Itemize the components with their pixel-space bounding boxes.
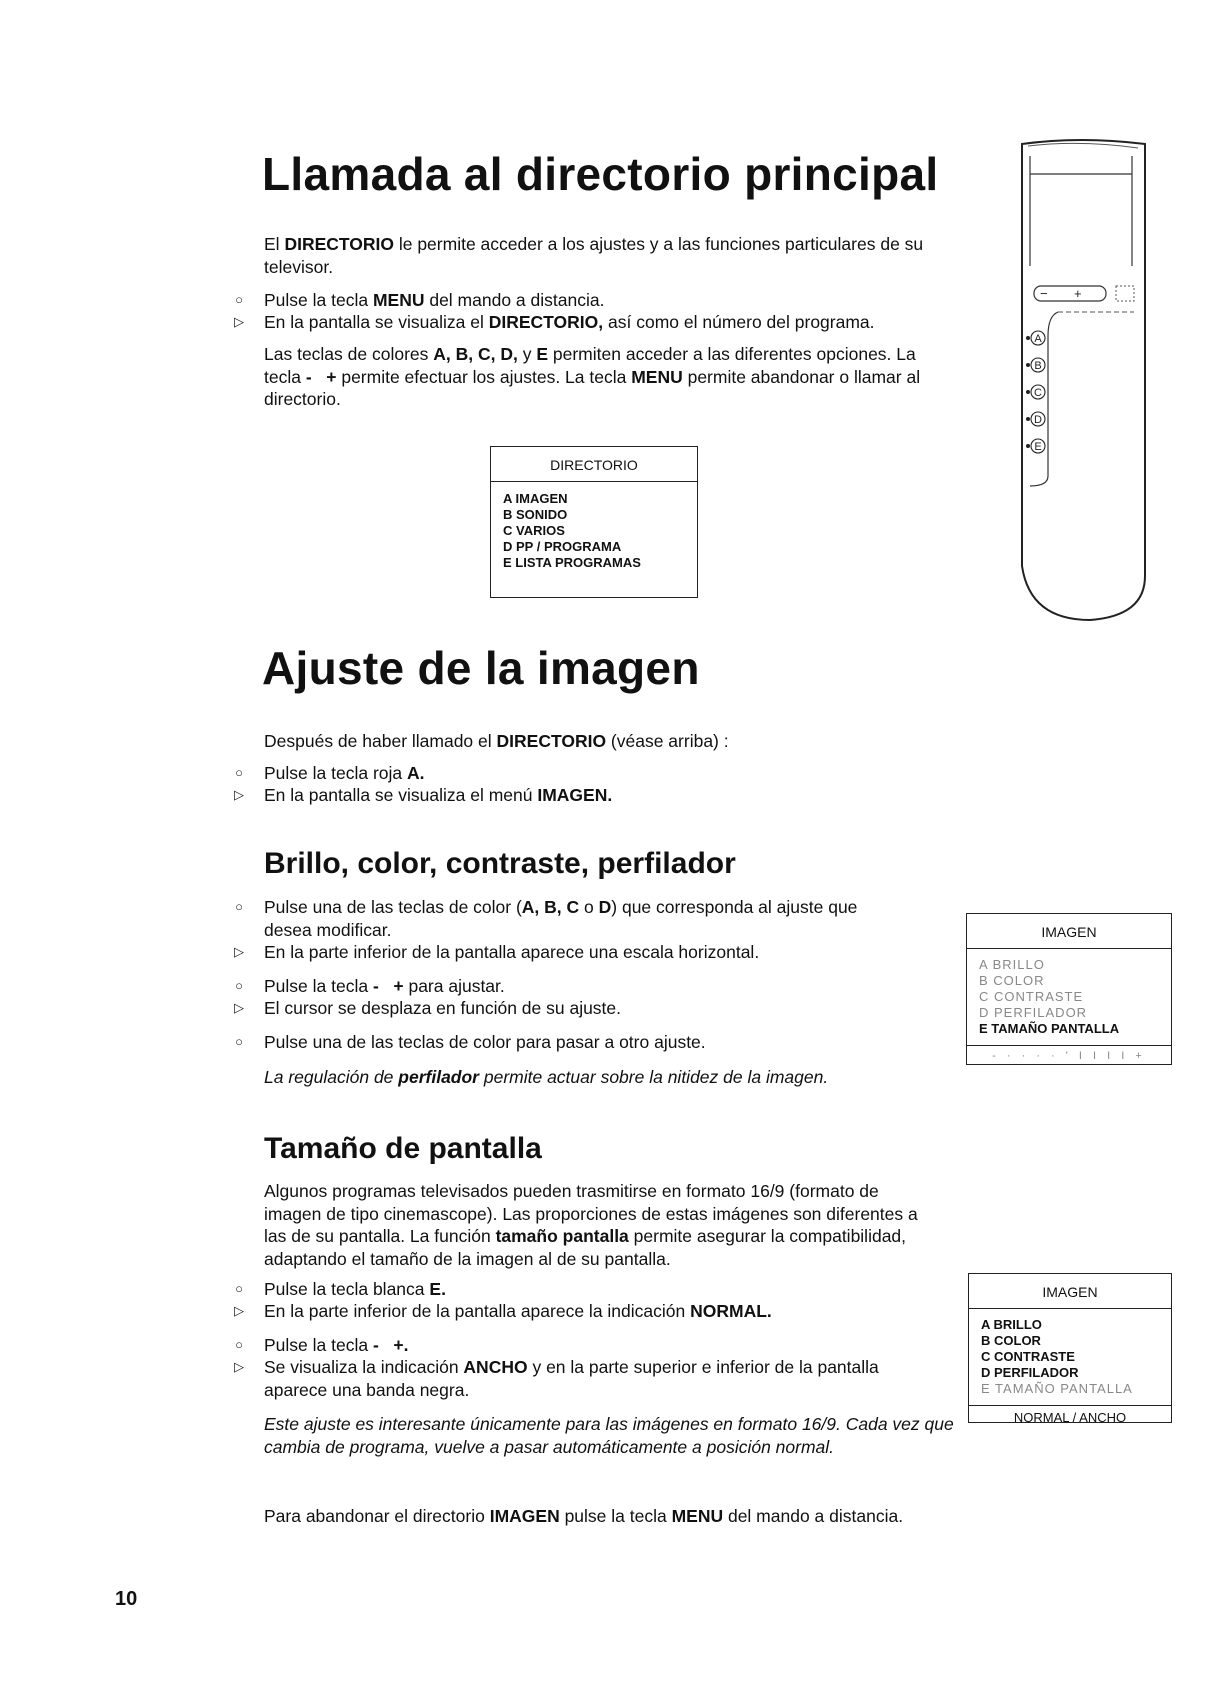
section-title-directorio: Llamada al directorio principal	[262, 148, 939, 200]
volume-symbol: +	[1074, 286, 1082, 301]
remote-button-dot	[1026, 417, 1030, 421]
imagen-menu-item: B COLOR	[981, 1333, 1041, 1348]
remote-control-illustration	[1010, 136, 1160, 626]
remote-button-label: E	[1034, 441, 1042, 453]
step-tecla-color: ○ Pulse una de las teclas de color (A, B, C o D) que corresponda al ajuste que desea modificar.	[264, 896, 904, 941]
directorio-menu-box	[490, 446, 698, 598]
remote-button-label: A	[1034, 333, 1042, 345]
triangle-bullet-icon: ▷	[234, 1359, 244, 1374]
page-number: 10	[115, 1588, 138, 1610]
step-menu-imagen: ▷ En la pantalla se visualiza el menú IMAGEN.	[234, 785, 613, 805]
imagen-menu-items	[969, 1309, 1171, 1405]
imagen-menu-item: D PERFILADOR	[981, 1365, 1079, 1380]
keys-paragraph: Las teclas de colores A, B, C, D, y E permiten acceder a las diferentes opciones. La tecla - + permite efectuar los ajustes. La tecla MENU permite abandonar o llamar al directorio.	[264, 344, 921, 409]
directorio-menu-items	[491, 482, 697, 579]
intro-ajuste: Después de haber llamado el DIRECTORIO (véase arriba) :	[264, 731, 729, 751]
intro-directorio: El DIRECTORIO le permite acceder a los ajustes y a las funciones particulares de su televisor.	[264, 234, 924, 277]
step-normal: ▷ En la parte inferior de la pantalla aparece la indicación NORMAL.	[234, 1301, 772, 1321]
remote-button-label: C	[1034, 387, 1042, 399]
step-otro-ajuste: ○ Pulse una de las teclas de color para pasar a otro ajuste.	[264, 1031, 964, 1054]
triangle-bullet-icon: ▷	[234, 1000, 244, 1015]
remote-button-dot	[1026, 444, 1030, 448]
step-escala-horizontal: ▷ En la parte inferior de la pantalla aparece una escala horizontal.	[234, 942, 760, 962]
step-visualiza-directorio: ▷ En la pantalla se visualiza el DIRECTORIO, así como el número del programa.	[234, 312, 875, 332]
circle-bullet-icon: ○	[235, 1281, 243, 1296]
closing-paragraph: Para abandonar el directorio IMAGEN pulse la tecla MENU del mando a distancia.	[264, 1506, 904, 1526]
step-pulse-menu: ○ Pulse la tecla MENU del mando a distancia.	[264, 289, 964, 312]
triangle-bullet-icon: ▷	[234, 787, 244, 802]
imagen-menu-item: C CONTRASTE	[981, 1349, 1075, 1364]
imagen-menu-title: IMAGEN	[967, 914, 1171, 949]
imagen-menu-faint-item: E TAMAÑO PANTALLA	[981, 1381, 1133, 1396]
triangle-bullet-icon: ▷	[234, 314, 244, 329]
circle-bullet-icon: ○	[235, 1337, 243, 1352]
imagen-menu-item: A BRILLO	[981, 1317, 1042, 1332]
step-ancho: ▷ Se visualiza la indicación ANCHO y en la parte superior e inferior de la pantalla aparece una banda negra.	[234, 1357, 879, 1400]
imagen-menu-box-2	[968, 1273, 1172, 1423]
circle-bullet-icon: ○	[235, 292, 243, 307]
subsection-title-brillo: Brillo, color, contraste, perfilador	[264, 847, 736, 880]
imagen-menu-faint-item: A BRILLO	[979, 957, 1045, 972]
triangle-bullet-icon: ▷	[234, 944, 244, 959]
circle-bullet-icon: ○	[235, 899, 243, 914]
imagen-menu-faint-item: D PERFILADOR	[979, 1005, 1088, 1020]
directorio-menu-item: E LISTA PROGRAMAS	[503, 555, 641, 570]
section-title-ajuste: Ajuste de la imagen	[262, 642, 700, 694]
step-tecla-blanca: ○ Pulse la tecla blanca E.	[264, 1278, 964, 1301]
note-formato: Este ajuste es interesante únicamente para las imágenes en formato 16/9. Cada vez que cambia de programa, vuelve a pasar automáticamente a posición normal.	[264, 1414, 954, 1457]
imagen-menu-title: IMAGEN	[969, 1274, 1171, 1309]
imagen-menu-faint-item: B COLOR	[979, 973, 1045, 988]
step-tecla-menos-mas: ○ Pulse la tecla - +.	[264, 1334, 964, 1357]
remote-button-dot	[1026, 336, 1030, 340]
circle-bullet-icon: ○	[235, 1034, 243, 1049]
directorio-menu-item: D PP / PROGRAMA	[503, 539, 622, 554]
imagen-menu-scale: - · · · · ' I I I I +	[967, 1045, 1171, 1068]
directorio-menu-item: B SONIDO	[503, 507, 568, 522]
subsection-title-tamano: Tamaño de pantalla	[264, 1132, 542, 1165]
remote-button-label: D	[1034, 414, 1042, 426]
remote-button-label: B	[1034, 360, 1042, 372]
circle-bullet-icon: ○	[235, 765, 243, 780]
imagen-menu-box-1	[966, 913, 1172, 1065]
step-tecla-ajustar: ○ Pulse la tecla - + para ajustar.	[264, 975, 964, 998]
svg-text:−: −	[1040, 286, 1048, 301]
remote-button-dot	[1026, 390, 1030, 394]
imagen-menu-faint-item: C CONTRASTE	[979, 989, 1084, 1004]
step-cursor: ▷ El cursor se desplaza en función de su ajuste.	[234, 998, 622, 1018]
step-tecla-roja: ○ Pulse la tecla roja A.	[264, 762, 964, 785]
intro-tamano: Algunos programas televisados pueden trasmitirse en formato 16/9 (formato de imagen de tipo cinemascope). Las proporciones de estas imágenes son diferentes a las de su pantalla. La función tamaño pantalla permite asegurar la compatibilidad, adaptando el tamaño de la imagen al de su pantalla.	[264, 1181, 918, 1269]
directorio-menu-item: C VARIOS	[503, 523, 565, 538]
imagen-menu-active-item: E TAMAÑO PANTALLA	[979, 1021, 1120, 1036]
circle-bullet-icon: ○	[235, 978, 243, 993]
imagen-menu-footer: NORMAL / ANCHO	[969, 1405, 1171, 1431]
note-perfilador: La regulación de perfilador permite actuar sobre la nitidez de la imagen.	[264, 1067, 829, 1087]
remote-button-dot	[1026, 363, 1030, 367]
directorio-menu-item: A IMAGEN	[503, 491, 568, 506]
directorio-menu-title: DIRECTORIO	[491, 447, 697, 482]
triangle-bullet-icon: ▷	[234, 1303, 244, 1318]
imagen-menu-items	[967, 949, 1171, 1045]
